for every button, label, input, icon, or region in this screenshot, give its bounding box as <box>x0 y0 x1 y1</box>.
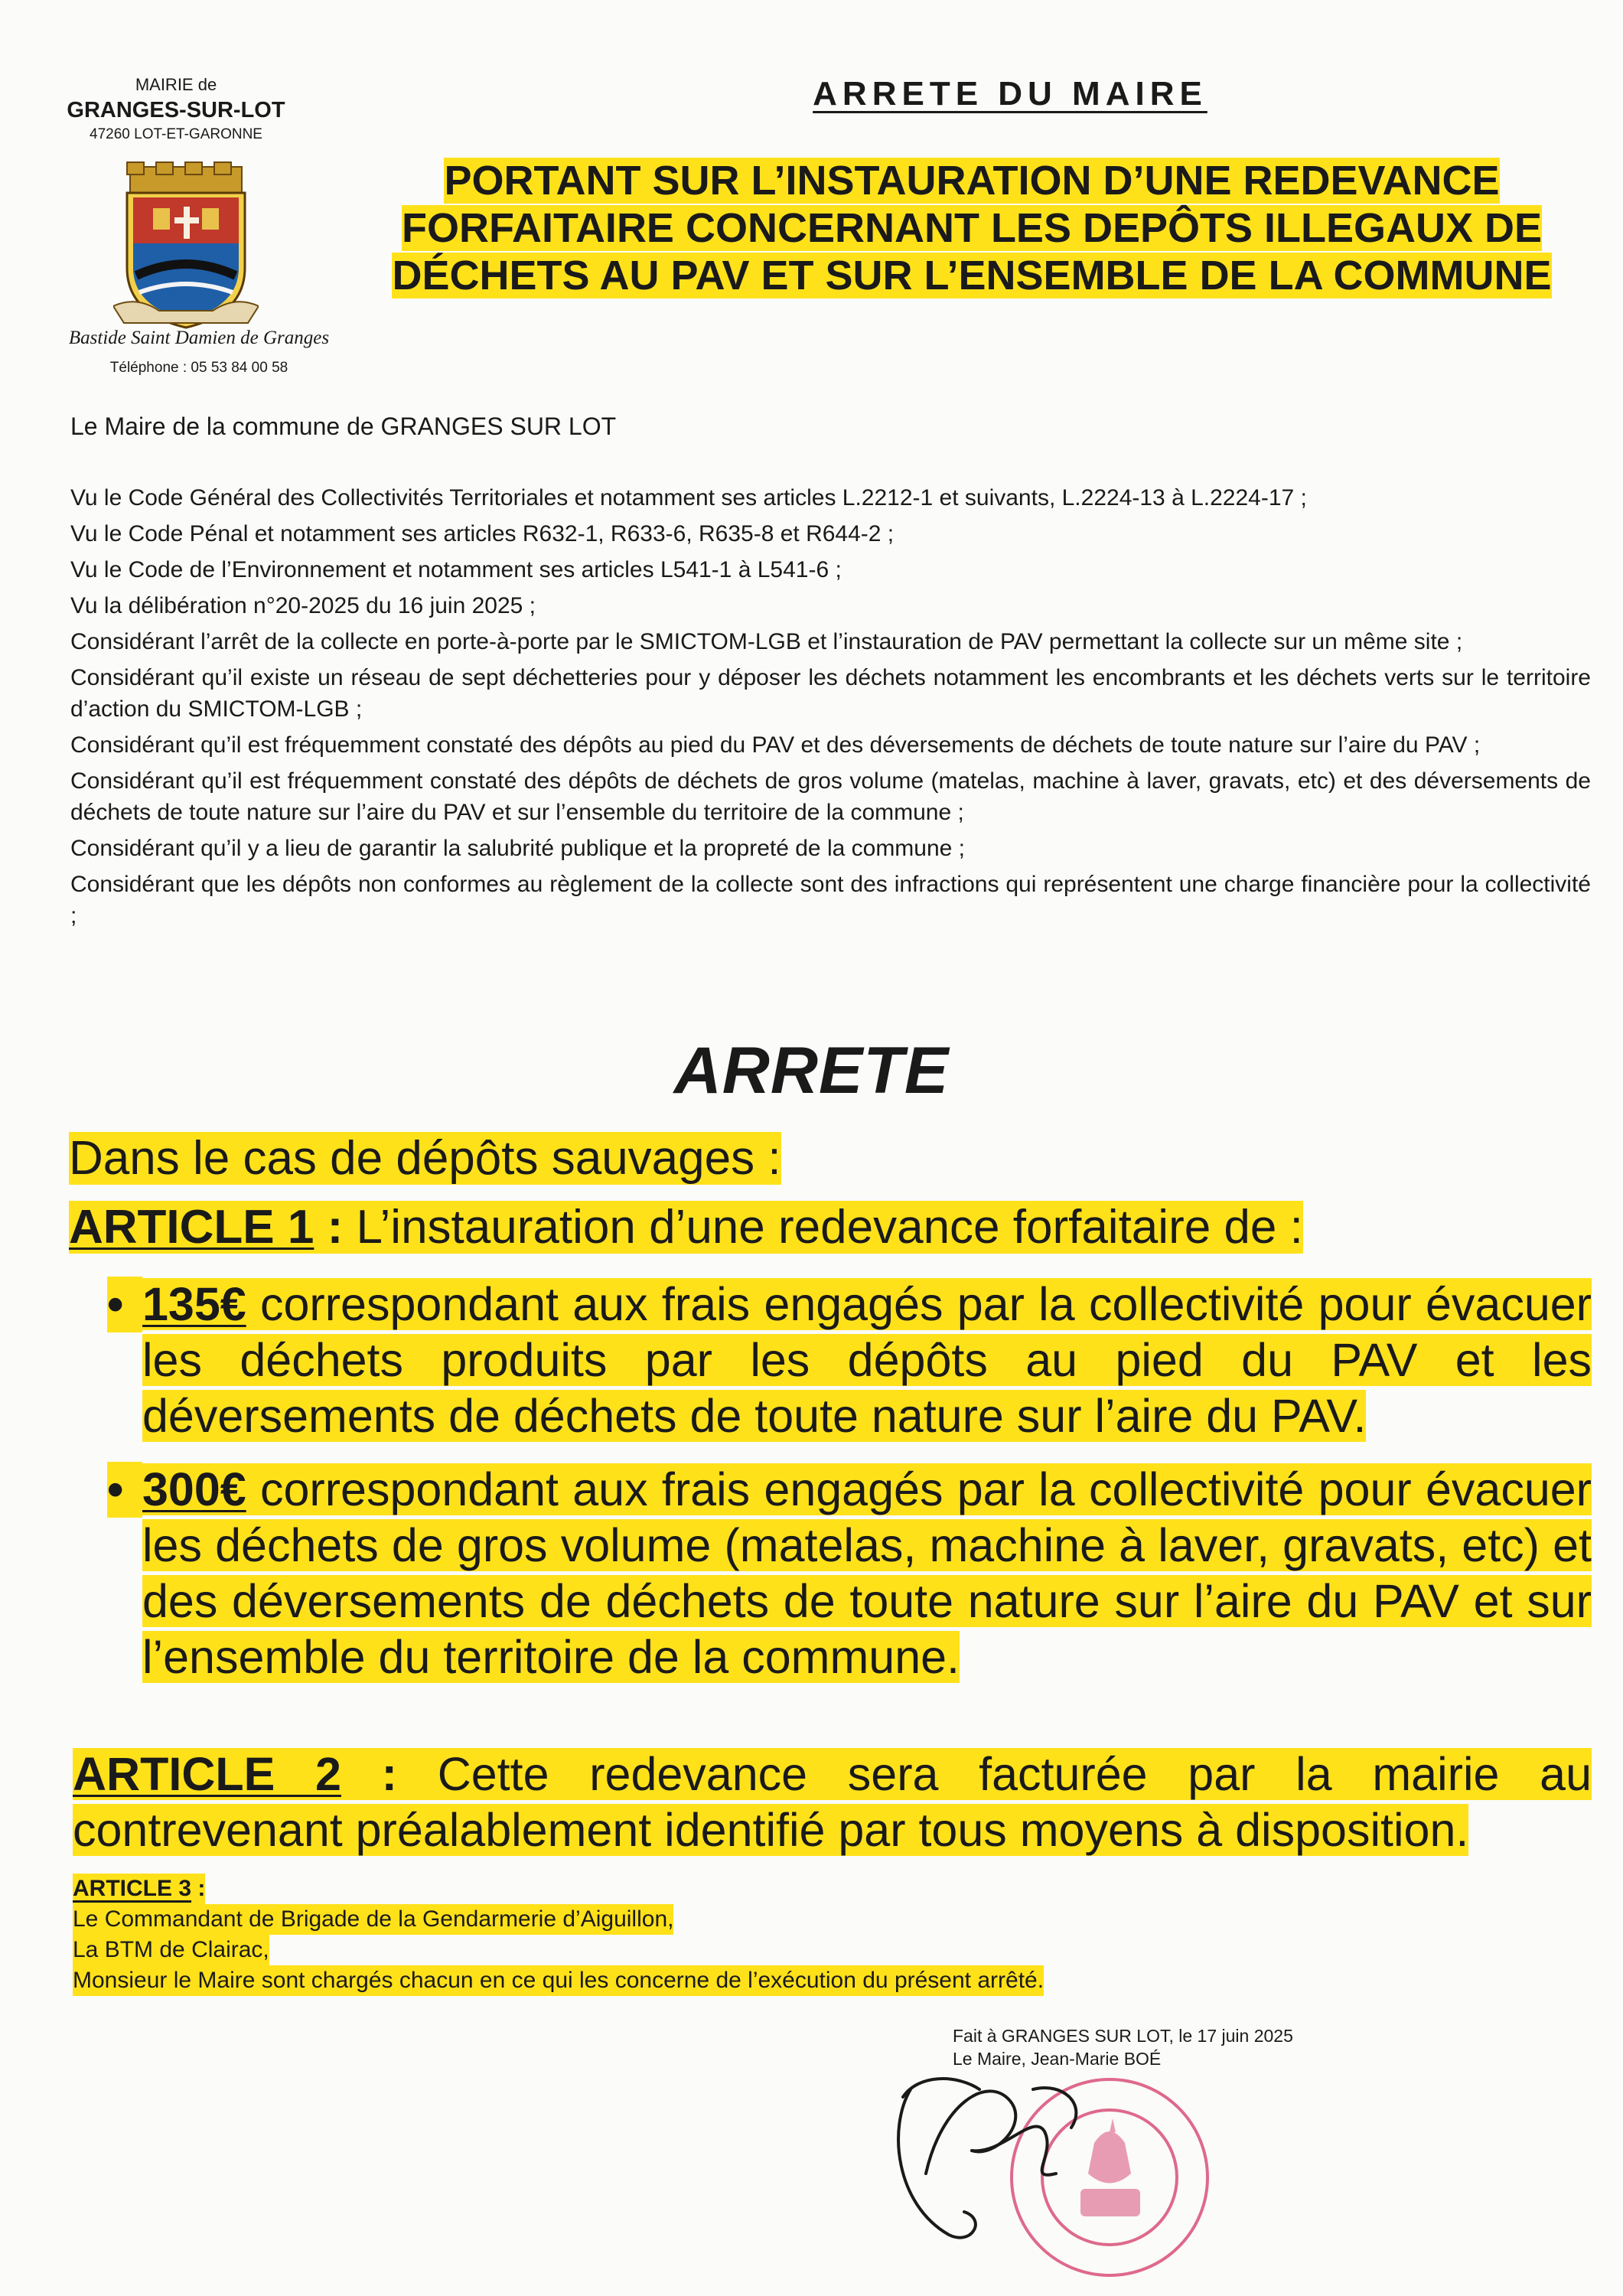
considerant-item: Considérant l’arrêt de la collecte en porte-à-porte par le SMICTOM-LGB et l’instauration de PAV permettant la collecte sur un même site ; <box>70 629 1463 654</box>
article-1-label: ARTICLE 1 <box>69 1201 314 1254</box>
phone-number: Téléphone : 05 53 84 00 58 <box>109 360 288 376</box>
considerant-item: Vu le Code Pénal et notamment ses articles R632-1, R633-6, R635-8 et R644-2 ; <box>70 521 895 546</box>
fee-description: correspondant aux frais engagés par la collectivité pour évacuer les déchets produits par les dépôts au pied du PAV et les déversements de déchets de toute nature sur l’aire du PAV. <box>142 1278 1592 1442</box>
fee-amount: 135€ <box>142 1278 246 1330</box>
article-2 <box>73 1746 1592 1858</box>
article-3-line: La BTM de Clairac, <box>73 1935 269 1965</box>
considerant-item: Considérant qu’il est fréquemment constaté des dépôts au pied du PAV et des déversements de déchets de toute nature sur l’aire du PAV ; <box>70 732 1481 758</box>
article-1-separator: : <box>314 1201 357 1254</box>
document-kind <box>658 75 1362 113</box>
mairie-label: MAIRIE de <box>135 75 217 94</box>
article-3-line: Le Commandant de Brigade de la Gendarmerie d’Aiguillon, <box>73 1904 673 1935</box>
fee-amount: 300€ <box>142 1463 246 1515</box>
article-3-separator: : <box>191 1876 206 1901</box>
fee-item-135 <box>107 1277 1592 1444</box>
considerant-item: Considérant qu’il est fréquemment constaté des dépôts de déchets de gros volume (matelas, machine à laver, gravats, etc) et des déversements de déchets de toute nature sur l’aire du PAV et sur l’ensemble du territoire de la commune ; <box>70 768 1591 825</box>
bullet-icon: • <box>107 1277 142 1332</box>
article-2-text: Cette redevance sera facturée par la mairie au contrevenant préalablement identifié par tous moyens à disposition. <box>73 1748 1592 1856</box>
fee-item-300 <box>107 1462 1592 1685</box>
fee-description: correspondant aux frais engagés par la collectivité pour évacuer les déchets de gros volume (matelas, machine à laver, gravats, etc) et des déversements de déchets de toute nature sur l’aire du PAV et sur l’ensemble du territoire de la commune. <box>142 1463 1592 1683</box>
document-subject <box>360 157 1584 299</box>
motto: Bastide Saint Damien de Granges <box>68 328 330 348</box>
commune-name: GRANGES-SUR-LOT <box>67 98 285 122</box>
document-kind-label: ARRETE DU MAIRE <box>813 75 1207 113</box>
considerant-item: Considérant qu’il y a lieu de garantir la salubrité publique et la propreté de la commune ; <box>70 836 966 861</box>
considerant-item: Considérant que les dépôts non conformes au règlement de la collecte sont des infractions qui représentent une charge financière pour la collectivité ; <box>70 872 1591 928</box>
article-3 <box>73 1874 1044 1996</box>
article-1 <box>69 1200 1599 1255</box>
article-2-separator: : <box>341 1748 438 1800</box>
considerant-item: Vu la délibération n°20-2025 du 16 juin 2025 ; <box>70 593 536 618</box>
considerant-item: Vu le Code Général des Collectivités Territoriales et notamment ses articles L.2212-1 et suivants, L.2224-13 à L.2224-17 ; <box>70 485 1307 510</box>
article-2-label: ARTICLE 2 <box>73 1748 341 1800</box>
document-subject-text: PORTANT SUR L’INSTAURATION D’UNE REDEVANCE FORFAITAIRE CONCERNANT LES DEPÔTS ILLEGAUX DE DÉCHETS AU PAV ET SUR L’ENSEMBLE DE LA COMMUNE <box>392 158 1552 298</box>
signatory: Le Maire, Jean-Marie BOÉ <box>953 2049 1162 2069</box>
signature-stamp-icon <box>880 2059 1263 2288</box>
coat-of-arms-icon <box>113 161 259 333</box>
case-title <box>69 1131 781 1186</box>
preamble: Le Maire de la commune de GRANGES SUR LOT <box>70 413 617 440</box>
arrete-heading: ARRETE <box>673 1034 950 1107</box>
commune-address: 47260 LOT-ET-GARONNE <box>90 126 262 142</box>
mairie-block <box>31 75 321 143</box>
place-date: Fait à GRANGES SUR LOT, le 17 juin 2025 <box>953 2026 1293 2046</box>
considerants-list <box>70 482 1591 936</box>
bullet-icon: • <box>107 1462 142 1518</box>
article-1-text: L’instauration d’une redevance forfaitaire de : <box>356 1201 1303 1254</box>
article-3-label: ARTICLE 3 <box>73 1876 192 1901</box>
article-3-line: Monsieur le Maire sont chargés chacun en ce qui les concerne de l’exécution du présent arrêté. <box>73 1965 1044 1996</box>
considerant-item: Considérant qu’il existe un réseau de sept déchetteries pour y déposer les déchets notamment les encombrants et les déchets verts sur le territoire d’action du SMICTOM-LGB ; <box>70 665 1591 722</box>
case-title-text: Dans le cas de dépôts sauvages : <box>69 1132 781 1185</box>
considerant-item: Vu le Code de l’Environnement et notamment ses articles L541-1 à L541-6 ; <box>70 557 842 582</box>
